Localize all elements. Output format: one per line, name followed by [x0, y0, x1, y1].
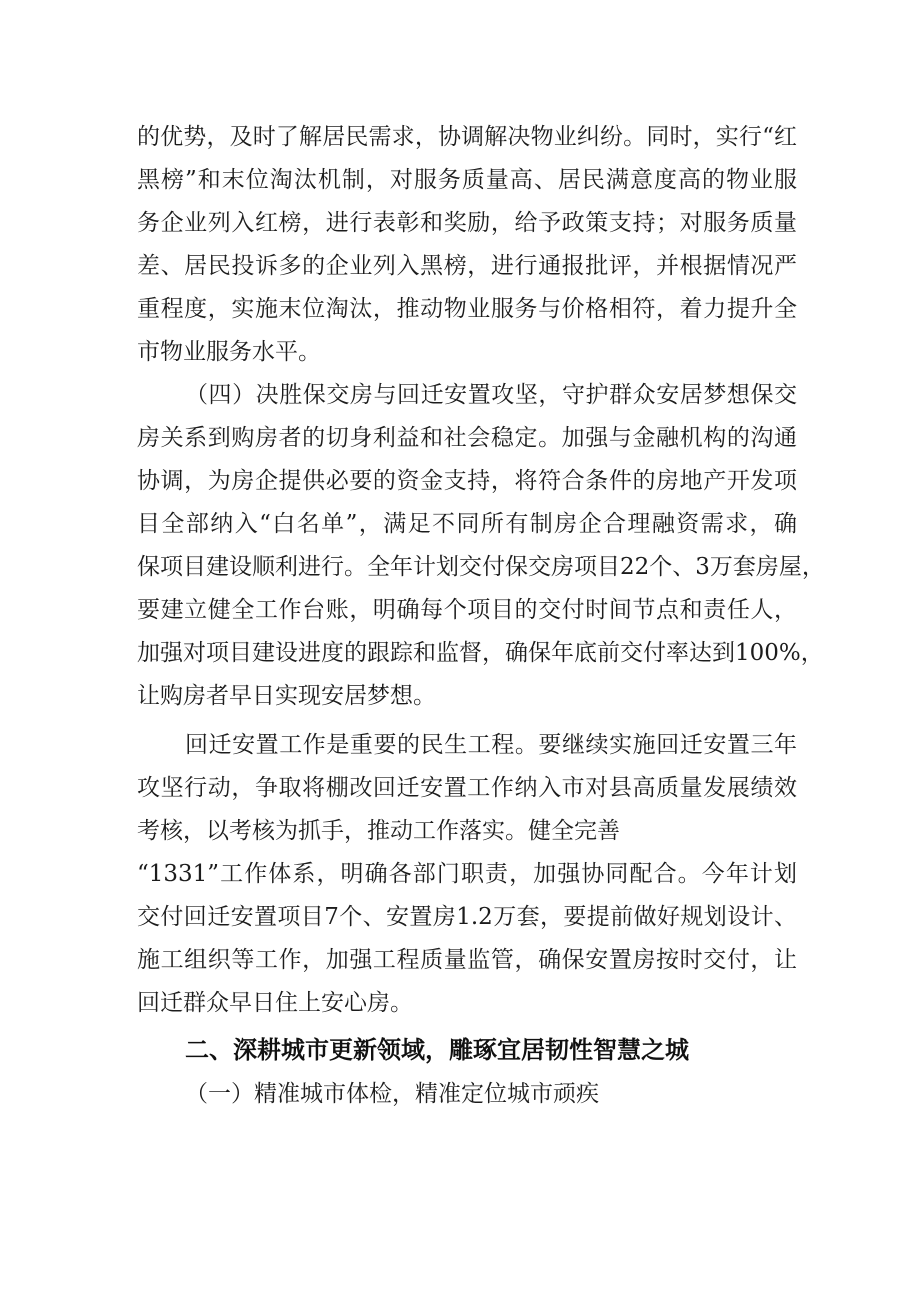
paragraph-line: “1331”工作体系，明确各部门职责，加强协同配合。今年计划: [137, 861, 797, 887]
paragraph-line: 黑榜”和末位淘汰机制，对服务质量高、居民满意度高的物业服: [137, 167, 797, 193]
paragraph-line: 务企业列入红榜，进行表彰和奖励，给予政策支持；对服务质量: [137, 210, 797, 236]
paragraph-line: 市物业服务水平。: [137, 339, 321, 365]
paragraph-line: 差、居民投诉多的企业列入黑榜，进行通报批评，并根据情况严: [137, 253, 797, 279]
paragraph-line: 的优势，及时了解居民需求，协调解决物业纠纷。同时，实行“红: [137, 124, 797, 150]
section-heading: 二、深耕城市更新领域，雕琢宜居韧性智慧之城: [185, 1036, 689, 1064]
paragraph-line: 目全部纳入“白名单”，满足不同所有制房企合理融资需求，确: [137, 511, 797, 537]
paragraph-line: 回迁群众早日住上安心房。: [137, 990, 413, 1016]
paragraph-line: 房关系到购房者的切身利益和社会稳定。加强与金融机构的沟通: [137, 425, 797, 451]
paragraph-line: 交付回迁安置项目7个、安置房1.2万套，要提前做好规划设计、: [137, 904, 797, 930]
paragraph-line: 施工组织等工作，加强工程质量监管，确保安置房按时交付，让: [137, 947, 797, 973]
paragraph-line: 考核，以考核为抓手，推动工作落实。健全完善: [137, 818, 620, 844]
paragraph-line: 加强对项目建设进度的跟踪和监督，确保年底前交付率达到100%，: [137, 640, 824, 666]
paragraph-line: 重程度，实施末位淘汰，推动物业服务与价格相符，着力提升全: [137, 296, 797, 322]
paragraph-line: 让购房者早日实现安居梦想。: [137, 683, 436, 709]
paragraph-line: （四）决胜保交房与回迁安置攻坚，守护群众安居梦想保交: [185, 382, 797, 408]
paragraph-line: 协调，为房企提供必要的资金支持，将符合条件的房地产开发项: [137, 468, 797, 494]
subsection-heading: （一）精准城市体检，精准定位城市顽疾: [185, 1081, 599, 1107]
paragraph-line: 回迁安置工作是重要的民生工程。要继续实施回迁安置三年: [185, 732, 797, 758]
paragraph-line: 保项目建设顺利进行。全年计划交付保交房项目22个、3万套房屋，: [137, 554, 825, 580]
paragraph-line: 攻坚行动，争取将棚改回迁安置工作纳入市对县高质量发展绩效: [137, 775, 797, 801]
paragraph-line: 要建立健全工作台账，明确每个项目的交付时间节点和责任人，: [137, 597, 797, 623]
